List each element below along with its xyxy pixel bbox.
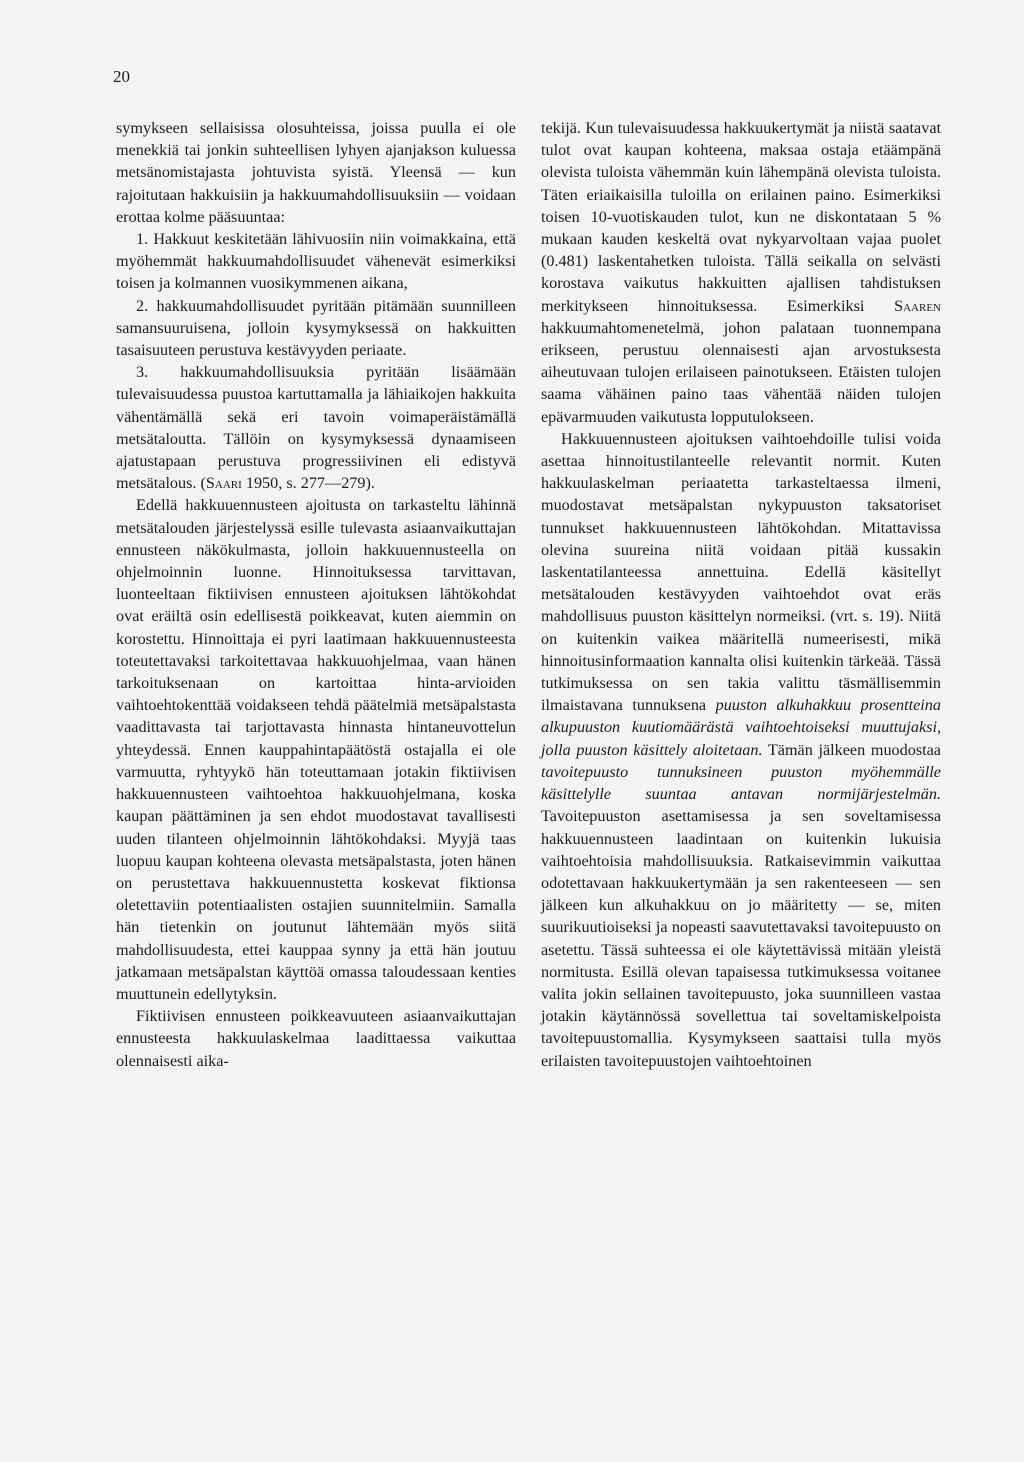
- paragraph-item-1: 1. Hakkuut keskitetään lähivuosiin niin voimakkaina, että myöhemmät hakkuumahdollisuudet vähenevät esimerkiksi toisen ja kolmannen vuosikymmenen aikana,: [116, 230, 516, 293]
- paragraph-intro: symykseen sellaisissa olosuhteissa, joissa puulla ei ole menekkiä tai jonkin suhteellisen lyhyen ajanjakson kuluessa metsänomistajasta johtuvista syistä. Yleensä — kun rajoitutaan hakkuisiin ja hakkuumahdollisuuksiin — voidaan erottaa kolme pääsuuntaa:: [116, 119, 516, 226]
- norms-italic-definition-1: puuston alkuhakkuu prosentteina alkupuuston kuutiomäärästä vaihtoehtoiseksi muuttujaksi, jolla puuston käsittely aloitetaan.: [541, 696, 941, 759]
- norms-italic-definition-2: tavoitepuusto tunnuksineen puuston myöhemmälle käsittelylle suuntaa antavan normijärjestelmän.: [541, 762, 941, 804]
- norms-text-c: Tavoitepuuston asettamisessa ja sen soveltamisessa hakkuuennusteen laadintaan on kuitenkin lukuisia vaihtoehtoisia mahdollisuuksia. Ratkaisevimmin vaikuttaa odotettavaan hakkuukertymään ja sen rakenteeseen — sen jälkeen kun alkuhakkuu on jo määritetty — se, miten suurikuutioiseksi ja nopeasti saavutettavaksi tavoitepuusto on asetettu. Tässä suhteessa ei ole käytettävissä mitään yleistä normitusta. Esillä olevan tapaisessa tutkimuksessa voitanee valita jokin sellainen tavoitepuusto, joka suunnilleen vastaa jotakin käytännössä sovellettua tai soveltamiskelpoista tavoitepuustomallia. Kysymykseen saattaisi tulla myös erilaisten tavoitepuustojen vaihtoehtoinen: [541, 807, 941, 1070]
- paragraph-item-2: 2. hakkuumahdollisuudet pyritään pitämään suunnilleen samansuuruisena, jolloin kysymyksessä on hakkuitten tasaisuuteen perustuva kestävyyden periaate.: [116, 296, 516, 360]
- item-3-text: 3. hakkuumahdollisuuksia pyritään lisäämään tulevaisuudessa puustoa kartuttamalla ja lähiaikojen hakkuita vähentämällä sekä eri tavoin voimaperäistämällä metsätaloutta. Tällöin on kysymyksessä dynaamiseen ajatustapaan perustuva progressiivinen eli edistyvä metsätalous.: [116, 363, 516, 493]
- citation-open: (: [196, 474, 206, 493]
- citation-rest: 1950, s. 277—279).: [241, 474, 375, 493]
- left-column: [116, 117, 516, 1072]
- citation-author: Saari: [205, 474, 242, 493]
- page-number: 20: [113, 67, 130, 86]
- norms-text-a: Hakkuuennusteen ajoituksen vaihtoehdoille tulisi voida asettaa hinnoitustilanteelle relevantit normit. Kuten hakkuulaskelman periaatetta tarkasteltaessa ilmeni, muodostavat metsäpalstan nykypuuston taksatoriset tunnukset hakkuuennusteen lähtökohdan. Mitattavissa olevina suureina niitä voidaan pitää kussakin laskentatilanteessa annettuina. Edellä käsitellyt metsätalouden kestävyyden vaihtoehdot ovat eräs mahdollisuus puuston käsittelyn normeiksi. (vrt. s. 19). Niitä on kuitenkin vaikea määritellä numeerisesti, mikä hinnoitusinformaation kannalta olisi kuitenkin tärkeää. Tässä tutkimuksessa on sen takia valittu täsmällisemmin ilmaistavana tunnuksena: [541, 429, 941, 715]
- paragraph-item-3: [116, 361, 516, 494]
- norms-text-b: Tämän jälkeen muodostaa: [762, 740, 941, 759]
- right-column: [541, 117, 941, 1072]
- discounting-text-a: tekijä. Kun tulevaisuudessa hakkuukertymät ja niistä saatavat tulot ovat kaupan kohteena, maksaa ostaja etäämpänä olevista tuloista vähemmän kuin lähempänä olevista tuloista. Täten eriaikaisilla tuloilla on erilainen paino. Esimerkiksi toisen 10-vuotiskauden tulot, kun ne diskontataan 5 % mukaan kauden keskeltä ovat nykyarvoltaan vajaa puolet (0.481) laskentahetken tuloista. Tällä seikalla on selvästi korostava vaikutus hakkuitten ajallisen tahdistuksen merkitykseen hinnoituksessa. Esimerkiksi: [541, 119, 941, 315]
- author-reference: Saaren: [894, 296, 941, 315]
- paragraph-discounting: [541, 117, 941, 428]
- paragraph-fictive-forecast: Fiktiivisen ennusteen poikkeavuuteen asiaanvaikuttajan ennusteesta hakkuulaskelmaa laadittaessa vaikuttaa olennaisesti aika-: [116, 1007, 516, 1070]
- discounting-text-b: hakkuumahtomenetelmä, johon palataan tuonnempana erikseen, perustuu olennaisesti ajan arvostuksesta aiheutuvaan tulojen erilaiseen painotukseen. Etäisten tulojen saama vähäinen paino taas vähentää näiden tulojen epävarmuuden vaikutusta lopputulokseen.: [541, 318, 941, 426]
- paragraph-norms: [541, 428, 941, 1072]
- paragraph-forecast-timing: Edellä hakkuuennusteen ajoitusta on tarkasteltu lähinnä metsätalouden järjestelyssä esille tulevasta asiaanvaikuttajan ennusteen näkökulmasta, jolloin hakkuuennusteella on ohjelmoinnin luonne. Hinnoituksessa tarvittavan, luonteeltaan fiktiivisen ennusteen ajoituksen lähtökohdat ovat eräiltä osin edellisestä poikkeavat, kuten aiemmin on korostettu. Hinnoittaja ei pyri laatimaan hakkuuennusteesta toteutettavaksi tarkoitettavaa hakkuuohjelmaa, vaan hänen tarkoituksenaan on kartoittaa hinta-arvioiden vaihtoehtokenttää voidakseen tehdä päätelmiä metsäpalstasta vaadittavasta tai tarjottavasta hinnasta hintaneuvottelun yhteydessä. Ennen kauppahintapäätöstä ostajalla ei ole varmuutta, ryhtyykö hän toteuttamaan jotakin fiktiivisen hakkuuennusteen vaihtoehtoa hakkuuohjelmana, koska kaupan päättäminen ja sen ehdot muodostavat tavallisesti uuden tilanteen ohjelmoinnin lähtökohdaksi. Myyjä taas luopuu kaupan kohteena olevasta metsäpalstasta, joten hänen on perustettava hakkuuennustetta koskevat fiktionsa oletettaviin potentiaalisten ostajien suunnitelmiin. Samalla hän tietenkin on joutunut lähtemään myös siitä mahdollisuudesta, ettei kauppaa synny ja että hän joutuu jatkamaan metsäpalstan käyttöä omassa taloudessaan kenties muuttunein edellytyksin.: [116, 496, 516, 1003]
